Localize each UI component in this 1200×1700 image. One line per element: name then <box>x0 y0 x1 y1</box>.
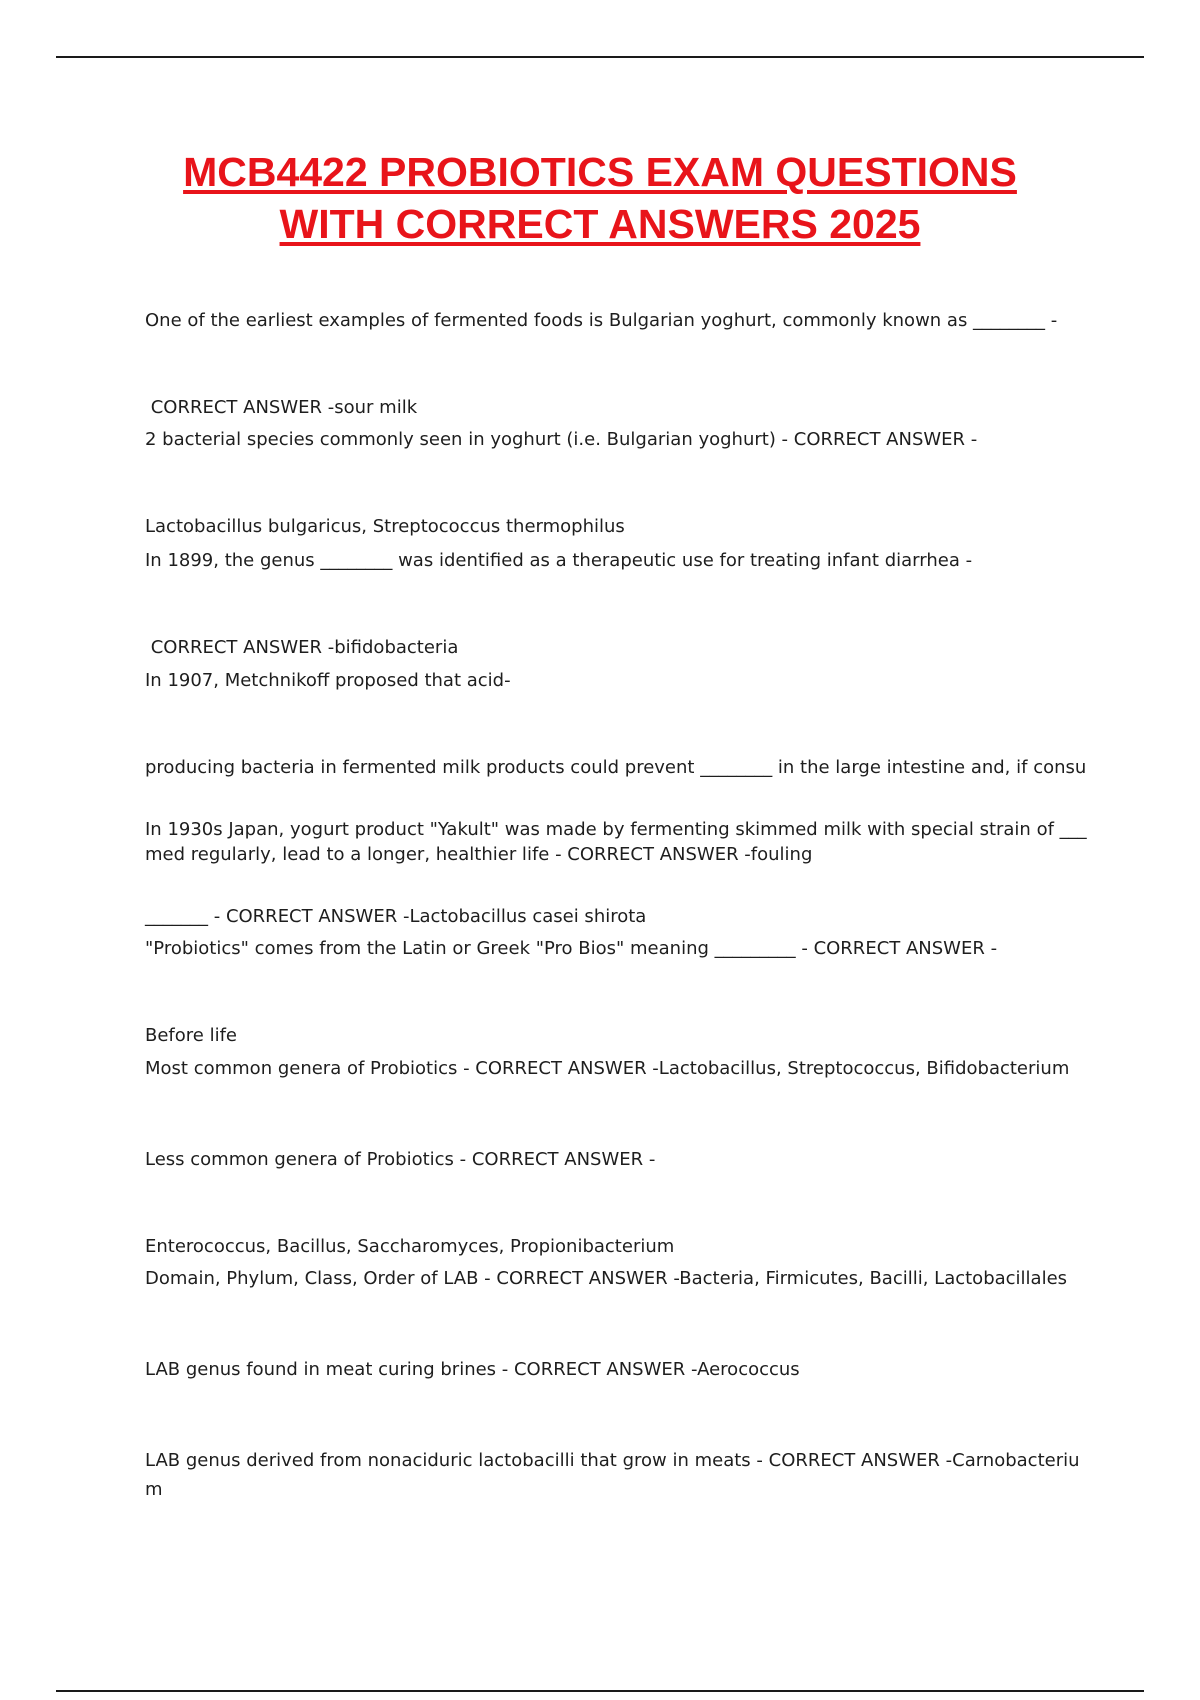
qa-line: 2 bacterial species commonly seen in yoghurt (i.e. Bulgarian yoghurt) - CORRECT ANSWER - <box>145 429 978 450</box>
qa-line: In 1907, Metchnikoff proposed that acid- <box>145 670 511 691</box>
title-line-1: MCB4422 PROBIOTICS EXAM QUESTIONS <box>183 149 1017 195</box>
qa-line: med regularly, lead to a longer, healthier life - CORRECT ANSWER -fouling <box>145 844 813 865</box>
qa-line: In 1930s Japan, yogurt product "Yakult" was made by fermenting skimmed milk with special strain of ___ <box>145 819 1087 840</box>
qa-line: Lactobacillus bulgaricus, Streptococcus thermophilus <box>145 516 625 537</box>
qa-line: Most common genera of Probiotics - CORRECT ANSWER -Lactobacillus, Streptococcus, Bifidobacterium <box>145 1058 1070 1079</box>
document-title <box>60 146 1140 250</box>
qa-line: One of the earliest examples of fermented foods is Bulgarian yoghurt, commonly known as ________ - <box>145 310 1058 331</box>
qa-line: Domain, Phylum, Class, Order of LAB - CORRECT ANSWER -Bacteria, Firmicutes, Bacilli, Lactobacillales <box>145 1268 1068 1289</box>
title-line-2: WITH CORRECT ANSWERS 2025 <box>279 201 921 247</box>
top-rule <box>56 56 1144 58</box>
qa-line: In 1899, the genus ________ was identified as a therapeutic use for treating infant diarrhea - <box>145 550 973 571</box>
qa-line: _______ - CORRECT ANSWER -Lactobacillus casei shirota <box>145 906 647 927</box>
qa-line: LAB genus found in meat curing brines - CORRECT ANSWER -Aerococcus <box>145 1359 800 1380</box>
qa-line: CORRECT ANSWER -sour milk <box>145 397 418 418</box>
qa-line: Less common genera of Probiotics - CORRECT ANSWER - <box>145 1149 656 1170</box>
qa-line: LAB genus derived from nonaciduric lactobacilli that grow in meats - CORRECT ANSWER -Carnobacterium <box>145 1450 1080 1500</box>
qa-line: Before life <box>145 1025 237 1046</box>
qa-line: Enterococcus, Bacillus, Saccharomyces, Propionibacterium <box>145 1236 675 1257</box>
qa-item-11 <box>145 1388 1095 1533</box>
qa-line: producing bacteria in fermented milk products could prevent ________ in the large intestine and, if consu <box>145 757 1087 778</box>
bottom-rule <box>56 1690 1144 1692</box>
qa-line: "Probiotics" comes from the Latin or Greek "Pro Bios" meaning _________ - CORRECT ANSWER - <box>145 938 998 959</box>
qa-line: CORRECT ANSWER -bifidobacteria <box>145 637 459 658</box>
